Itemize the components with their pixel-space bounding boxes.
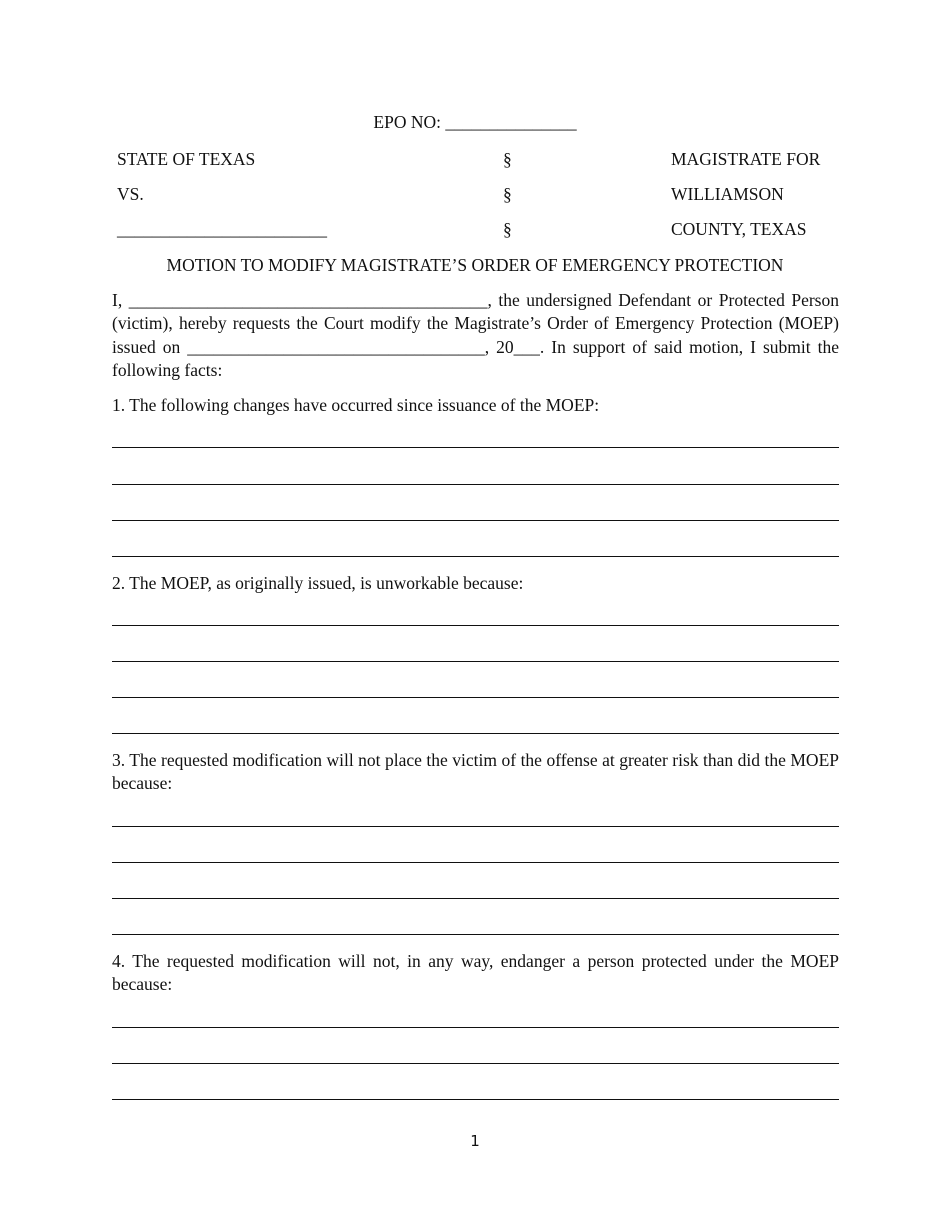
- answer-line[interactable]: [112, 625, 839, 626]
- answer-line[interactable]: [112, 826, 839, 827]
- answer-line[interactable]: [112, 1027, 839, 1028]
- document-title: MOTION TO MODIFY MAGISTRATE’S ORDER OF EMERGENCY PROTECTION: [166, 255, 784, 275]
- answer-line[interactable]: [112, 934, 839, 935]
- section-symbol: §: [503, 219, 512, 239]
- caption-right-3: COUNTY, TEXAS: [671, 219, 807, 239]
- defendant-name-blank[interactable]: ________________________: [117, 219, 327, 239]
- caption-right-2: WILLIAMSON: [671, 184, 784, 204]
- caption-left-1: STATE OF TEXAS: [117, 149, 256, 169]
- page-number: 1: [470, 1132, 480, 1150]
- answer-line[interactable]: [112, 556, 839, 557]
- item-4-text: 4. The requested modification will not, in any way, endanger a person protected under the MOEP because:: [112, 951, 839, 995]
- item-3-text: 3. The requested modification will not place the victim of the offense at greater risk than did the MOEP because:: [112, 750, 839, 794]
- section-symbol: §: [503, 184, 512, 204]
- answer-line[interactable]: [112, 862, 839, 863]
- item-2-text: 2. The MOEP, as originally issued, is unworkable because:: [112, 573, 524, 593]
- section-symbol: §: [503, 149, 512, 169]
- answer-line[interactable]: [112, 447, 839, 448]
- answer-line[interactable]: [112, 520, 839, 521]
- caption-left-2: VS.: [117, 184, 144, 204]
- item-1-text: 1. The following changes have occurred since issuance of the MOEP:: [112, 395, 600, 415]
- intro-paragraph: I, _________________________________________, the undersigned Defendant or Protected Person (victim), hereby requests the Court modify the Magistrate’s Order of Emergency Protection (MOEP) issued on __________________________________, 20___. In support of said motion, I submit the following facts:: [112, 290, 839, 380]
- answer-line[interactable]: [112, 484, 839, 485]
- answer-line[interactable]: [112, 1099, 839, 1100]
- answer-line[interactable]: [112, 697, 839, 698]
- answer-line[interactable]: [112, 661, 839, 662]
- epo-number: EPO NO: _______________: [373, 112, 577, 132]
- caption-right-1: MAGISTRATE FOR: [671, 149, 821, 169]
- answer-line[interactable]: [112, 1063, 839, 1064]
- answer-line[interactable]: [112, 898, 839, 899]
- answer-line[interactable]: [112, 733, 839, 734]
